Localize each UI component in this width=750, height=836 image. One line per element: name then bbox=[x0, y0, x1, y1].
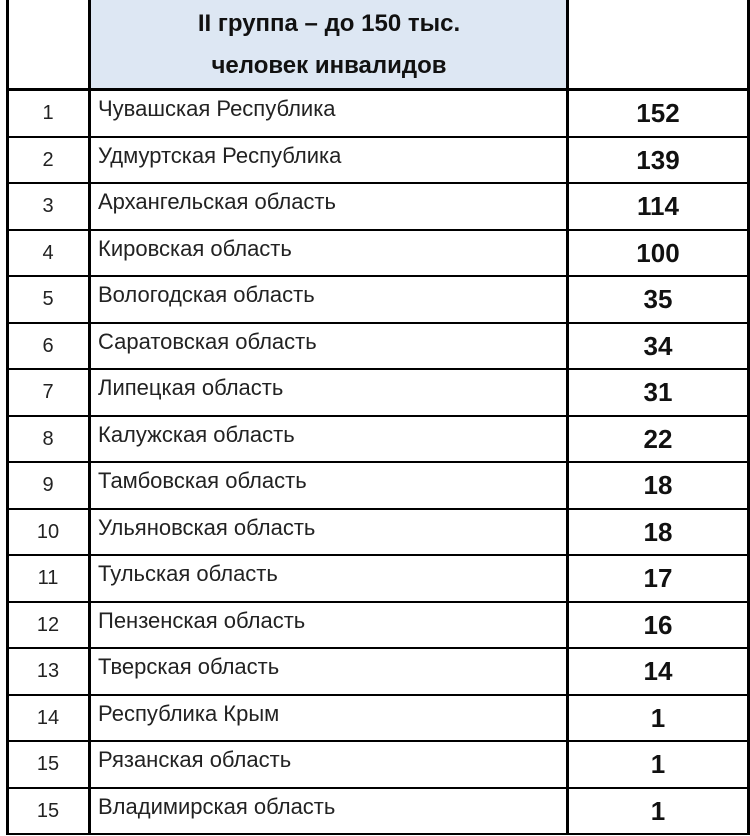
column-divider bbox=[566, 0, 569, 834]
value-cell: 35 bbox=[643, 283, 673, 314]
row-divider bbox=[6, 415, 750, 417]
row-divider bbox=[6, 88, 750, 91]
row-divider bbox=[6, 229, 750, 231]
value-cell: 18 bbox=[643, 469, 673, 500]
value-cell: 14 bbox=[643, 655, 673, 686]
row-divider bbox=[6, 647, 750, 649]
rank-cell: 11 bbox=[37, 566, 59, 589]
region-name-cell: Архангельская область bbox=[98, 189, 336, 214]
row-divider bbox=[6, 368, 750, 370]
rank-cell: 15 bbox=[36, 752, 60, 775]
row-divider bbox=[6, 601, 750, 603]
header-title-line-1: II группа – до 150 тыс. bbox=[197, 10, 461, 37]
region-name-cell: Ульяновская область bbox=[98, 515, 316, 540]
rank-cell: 5 bbox=[42, 287, 54, 310]
value-cell: 1 bbox=[650, 795, 666, 826]
value-cell: 18 bbox=[643, 516, 673, 547]
rank-cell: 6 bbox=[42, 334, 54, 357]
rank-cell: 2 bbox=[42, 148, 54, 171]
region-name-cell: Вологодская область bbox=[98, 282, 315, 307]
rank-cell: 9 bbox=[42, 473, 54, 496]
column-divider bbox=[88, 0, 91, 834]
value-cell: 34 bbox=[643, 330, 673, 361]
row-divider bbox=[6, 275, 750, 277]
rank-cell: 12 bbox=[36, 613, 60, 636]
value-cell: 1 bbox=[650, 748, 666, 779]
region-name-cell: Липецкая область bbox=[98, 375, 284, 400]
rank-cell: 3 bbox=[42, 194, 54, 217]
row-divider bbox=[6, 740, 750, 742]
region-name-cell: Тамбовская область bbox=[98, 468, 307, 493]
region-name-cell: Калужская область bbox=[98, 422, 295, 447]
value-cell: 22 bbox=[643, 423, 673, 454]
rank-cell: 10 bbox=[36, 520, 60, 543]
region-name-cell: Тверская область bbox=[98, 654, 280, 679]
rank-cell: 7 bbox=[42, 380, 54, 403]
region-name-cell: Владимирская область bbox=[98, 794, 336, 819]
column-divider bbox=[6, 0, 9, 834]
region-name-cell: Чувашская Республика bbox=[98, 96, 336, 121]
row-divider bbox=[6, 508, 750, 510]
value-cell: 31 bbox=[643, 376, 673, 407]
region-name-cell: Пензенская область bbox=[98, 608, 306, 633]
value-cell: 100 bbox=[636, 237, 680, 268]
value-cell: 152 bbox=[636, 97, 680, 128]
value-cell: 17 bbox=[643, 562, 673, 593]
row-divider bbox=[6, 554, 750, 556]
rank-cell: 1 bbox=[42, 101, 54, 124]
header-title-line-2: человек инвалидов bbox=[211, 52, 447, 79]
rank-cell: 4 bbox=[42, 241, 54, 264]
row-divider bbox=[6, 461, 750, 463]
region-name-cell: Рязанская область bbox=[98, 747, 292, 772]
rank-cell: 8 bbox=[42, 427, 54, 450]
rank-cell: 14 bbox=[36, 706, 60, 729]
value-cell: 139 bbox=[636, 144, 680, 175]
value-cell: 114 bbox=[637, 190, 679, 221]
region-name-cell: Республика Крым bbox=[98, 701, 280, 726]
row-divider bbox=[6, 182, 750, 184]
value-cell: 16 bbox=[643, 609, 673, 640]
row-divider bbox=[6, 787, 750, 789]
region-name-cell: Тульская область bbox=[98, 561, 278, 586]
value-cell: 1 bbox=[650, 702, 666, 733]
row-divider bbox=[6, 833, 750, 835]
row-divider bbox=[6, 136, 750, 138]
row-divider bbox=[6, 322, 750, 324]
region-name-cell: Удмуртская Республика bbox=[98, 143, 342, 168]
region-name-cell: Кировская область bbox=[98, 236, 292, 261]
region-name-cell: Саратовская область bbox=[98, 329, 317, 354]
rank-cell: 13 bbox=[36, 659, 60, 682]
row-divider bbox=[6, 694, 750, 696]
rank-cell: 15 bbox=[36, 799, 60, 822]
